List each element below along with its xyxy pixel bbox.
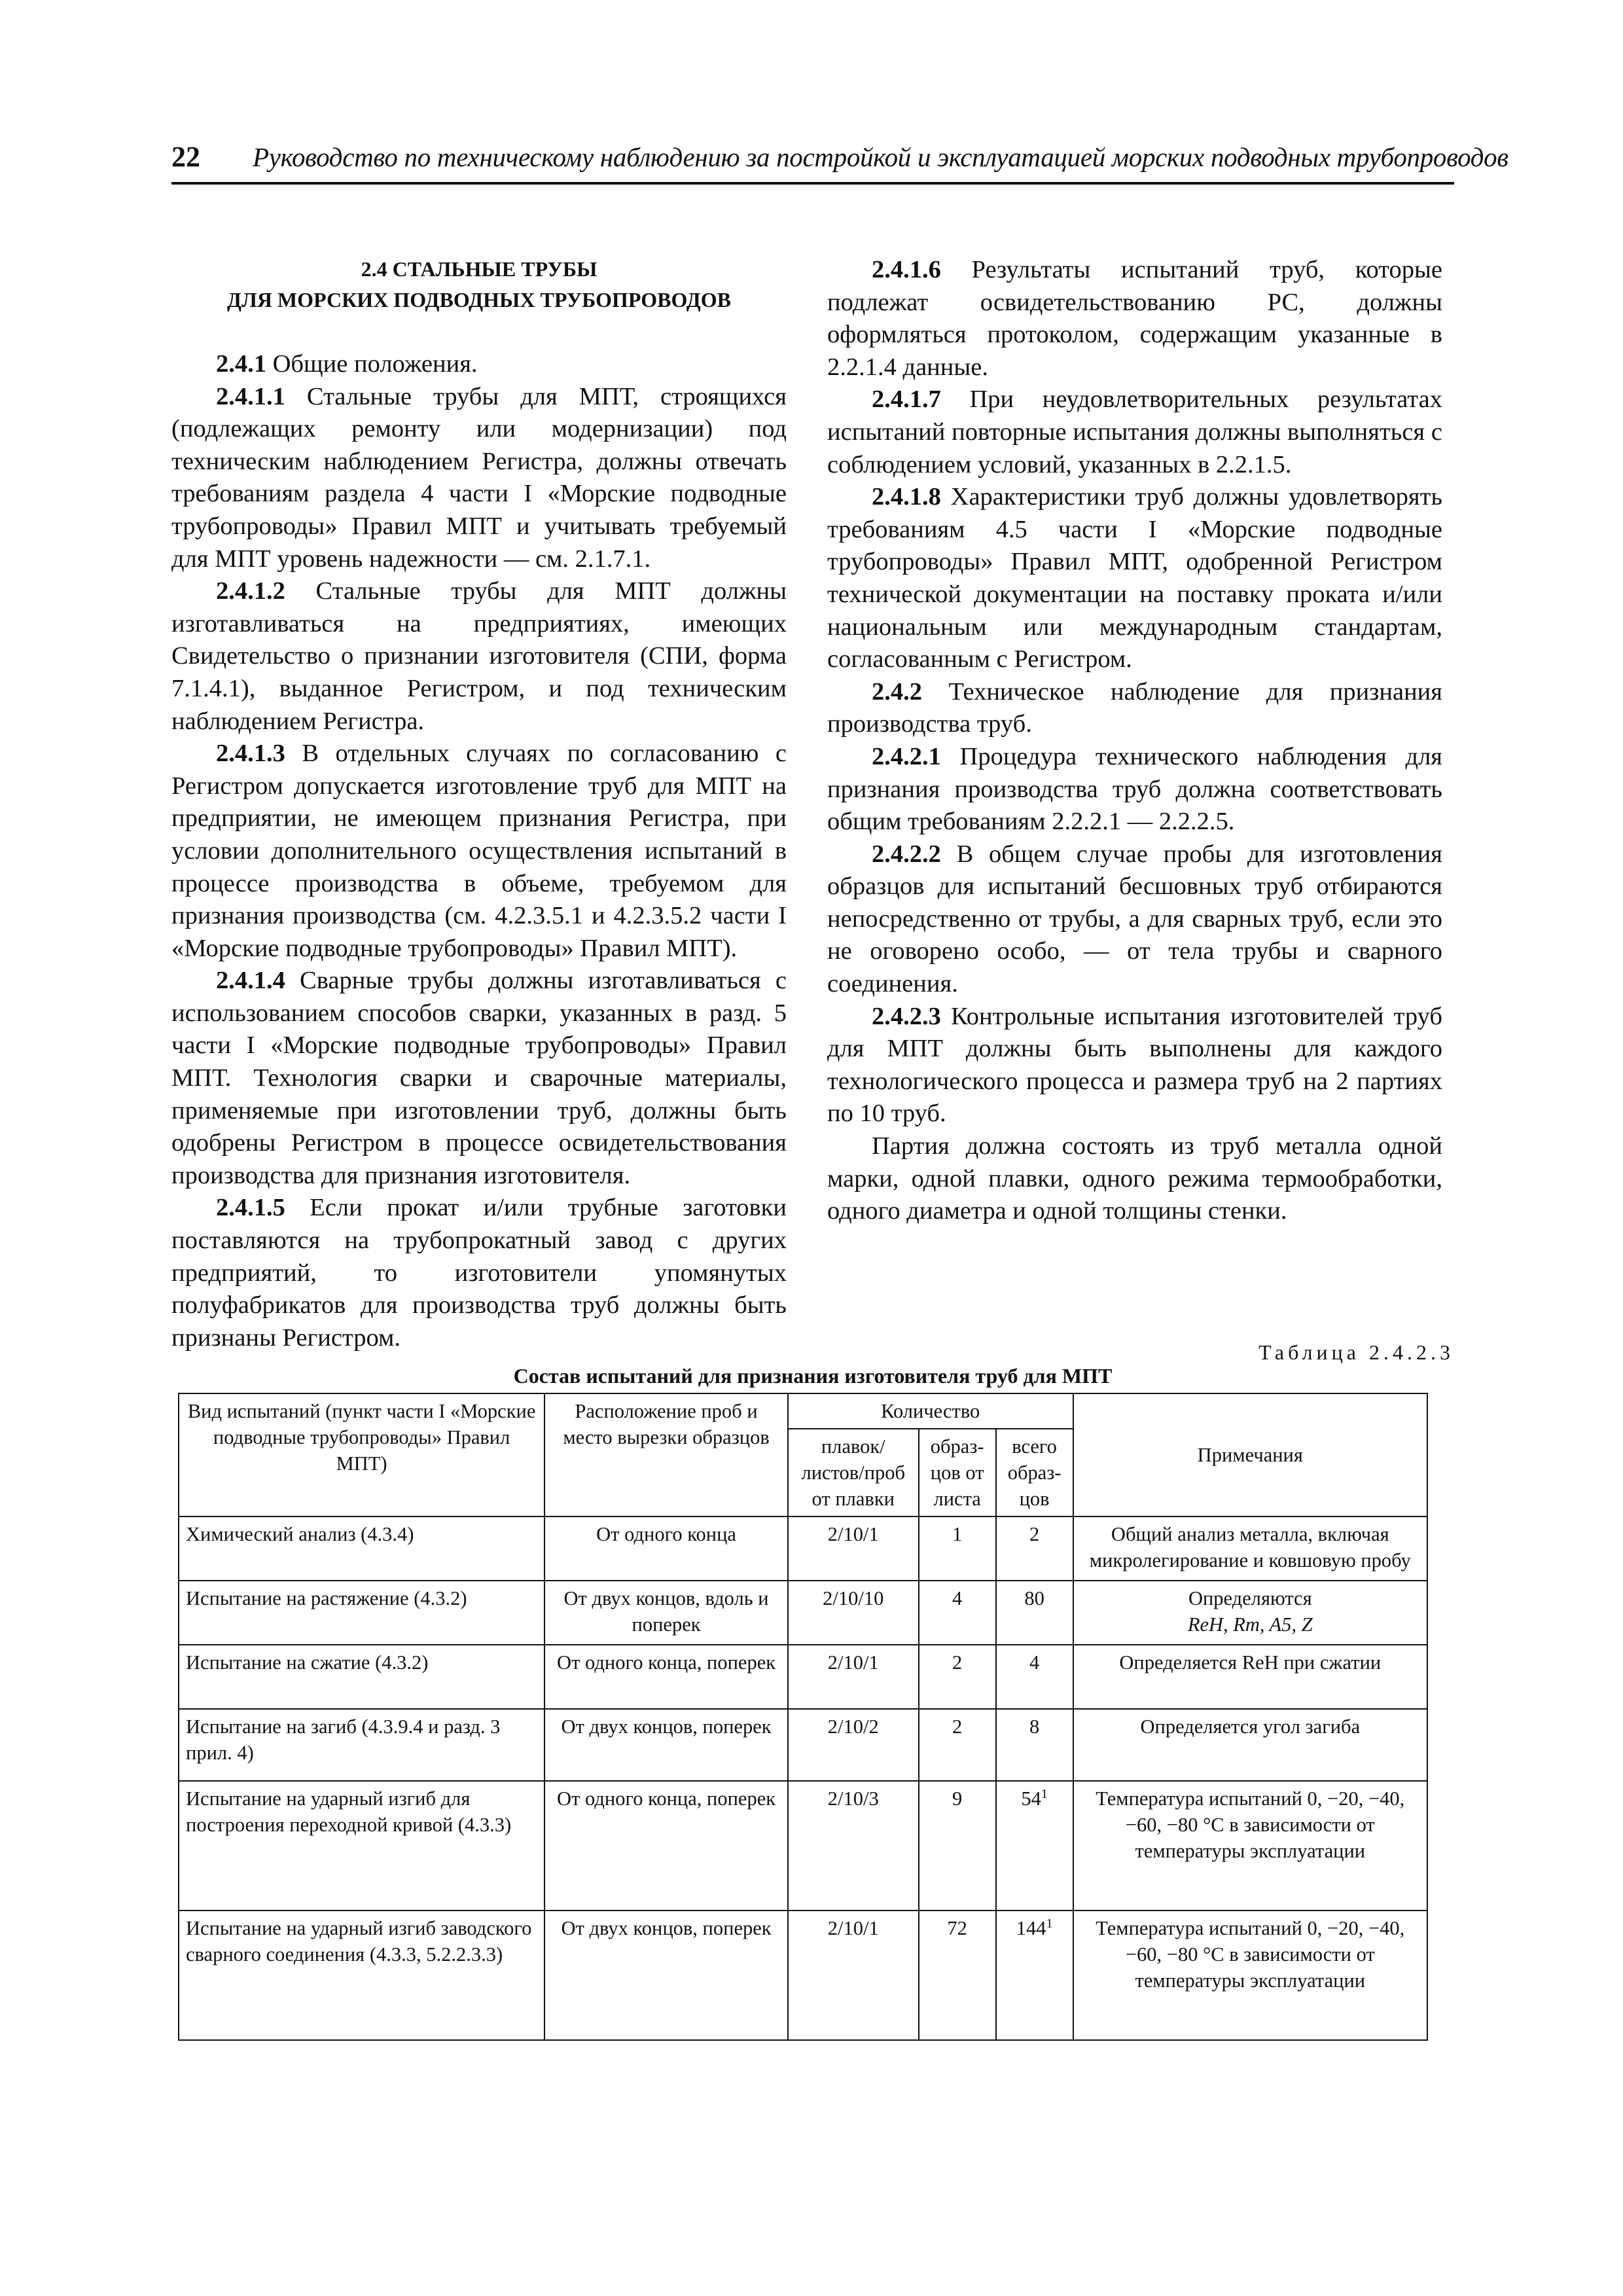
page-number: 22: [171, 141, 200, 173]
cell-samples: 2: [919, 1709, 996, 1781]
cell-heats: 2/10/10: [788, 1581, 919, 1645]
cell-type: Испытание на растяжение (4.3.2): [179, 1581, 544, 1645]
paragraph-2-4-1-6: 2.4.1.6 Результаты испытаний труб, которые подлежат освидетельствованию РС, должны оформляться протоколом, содержащим указанные в 2.2.1.4 данные.: [827, 256, 1442, 381]
table-row: [179, 1781, 1427, 1910]
tests-table: [178, 1393, 1428, 2041]
paragraph-2-4-1-7: 2.4.1.7 При неудовлетворительных результатах испытаний повторные испытания должны выполняться с соблюдением условий, указанных в 2.2.1.5.: [827, 386, 1442, 478]
cell-heats: 2/10/1: [788, 1516, 919, 1581]
header-total: всего образ- цов: [996, 1429, 1073, 1516]
cell-type: Испытание на загиб (4.3.9.4 и разд. 3 прил. 4): [179, 1709, 544, 1781]
paragraph-2-4-2-1: 2.4.2.1 Процедура технического наблюдения для признания производства труб должна соответствовать общим требованиям 2.2.2.1 — 2.2.2.5.: [827, 742, 1442, 836]
table-row: [179, 1910, 1427, 2040]
cell-samples: 9: [919, 1781, 996, 1910]
paragraph-2-4-1-1: 2.4.1.1 Стальные трубы для МПТ, строящихся (подлежащих ремонту или модернизации) под техническим наблюдением Регистра, должны отвечать требованиям раздела 4 части I «Морские подводные трубопроводы» Правил МПТ и учитывать требуемый для МПТ уровень надежности — см. 2.1.7.1.: [171, 382, 787, 573]
cell-heats: 2/10/3: [788, 1781, 919, 1910]
footnote-mark: 1: [1041, 1786, 1048, 1801]
header-samples: образ- цов от листа: [919, 1429, 996, 1516]
cell-total: 80: [996, 1581, 1073, 1645]
cell-notes: Общий анализ металла, включая микролегирование и ковшовую пробу: [1073, 1516, 1427, 1581]
table-row: [179, 1645, 1427, 1709]
cell-total: $54^1$: [996, 1781, 1073, 1910]
table-row: [179, 1581, 1427, 1645]
cell-notes: Определяются ReH, Rm, A5, Z: [1073, 1581, 1427, 1645]
paragraph-2-4-2-2: 2.4.2.2 В общем случае пробы для изготовления образцов для испытаний бесшовных труб отбираются непосредственно от трубы, а для сварных труб, если это не оговорено особо, — от тела трубы и сварного соединения.: [827, 840, 1442, 998]
cell-heats: 2/10/1: [788, 1645, 919, 1709]
left-column: [171, 254, 787, 1354]
cell-notes: Определяется ReH при сжатии: [1073, 1645, 1427, 1709]
table-caption: Таблица 2.4.2.3: [1258, 1340, 1454, 1364]
cell-notes: Определяется угол загиба: [1073, 1709, 1427, 1781]
cell-samples: 1: [919, 1516, 996, 1581]
table-title: Состав испытаний для признания изготовителя труб для МПТ: [513, 1364, 1113, 1388]
header-location: Расположение проб и место вырезки образцов: [544, 1393, 788, 1516]
cell-location: От двух концов, вдоль и поперек: [544, 1581, 788, 1645]
cell-total: $144^1$: [996, 1910, 1073, 2040]
running-title: Руководство по техническому наблюдению за постройкой и эксплуатацией морских подводных трубопроводов: [253, 142, 1508, 172]
paragraph-batch: Партия должна состоять из труб металла одной марки, одной плавки, одного режима термообработки, одного диаметра и одной толщины стенки.: [827, 1132, 1442, 1225]
paragraph-2-4-1-4: 2.4.1.4 Сварные трубы должны изготавливаться с использованием способов сварки, указанных в разд. 5 части I «Морские подводные трубопроводы» Правил МПТ. Технология сварки и сварочные материалы, применяемые при изготовлении труб, должны быть одобрены Регистром в процессе освидетельствования производства для признания изготовителя.: [171, 967, 787, 1189]
cell-location: От одного конца: [544, 1516, 788, 1581]
paragraph-2-4-2-3: 2.4.2.3 Контрольные испытания изготовителей труб для МПТ должны быть выполнены для каждого технологического процесса и размера труб на 2 партиях по 10 труб.: [827, 1002, 1442, 1128]
section-title: 2.4 СТАЛЬНЫЕ ТРУБЫ ДЛЯ МОРСКИХ ПОДВОДНЫХ ТРУБОПРОВОДОВ: [226, 257, 732, 312]
cell-notes: Температура испытаний 0, −20, −40, −60, −80 °С в зависимости от температуры эксплуатации: [1073, 1781, 1427, 1910]
cell-heats: 2/10/1: [788, 1910, 919, 2040]
cell-total: 2: [996, 1516, 1073, 1581]
compression-property: ReH при сжатии: [1241, 1651, 1382, 1674]
cell-samples: 72: [919, 1910, 996, 2040]
paragraph-2-4-1-5: 2.4.1.5 Если прокат и/или трубные заготовки поставляются на трубопрокатный завод с других предприятий, то изготовители упомянутых полуфабрикатов для производства труб должны быть признаны Регистром.: [171, 1194, 787, 1352]
cell-type: Химический анализ (4.3.4): [179, 1516, 544, 1581]
right-column: [827, 254, 1442, 1228]
paragraph-2-4-1-2: 2.4.1.2 Стальные трубы для МПТ должны изготавливаться на предприятиях, имеющих Свидетельство о признании изготовителя (СПИ, форма 7.1.4.1), выданное Регистром, и под техническим наблюдением Регистра.: [171, 577, 787, 735]
paragraph-2-4-1-3: 2.4.1.3 В отдельных случаях по согласованию с Регистром допускается изготовление труб для МПТ на предприятии, не имеющем признания Регистра, при условии дополнительного осуществления испытаний в процессе производства в объеме, требуемом для признания производства (см. 4.2.3.5.1 и 4.2.3.5.2 части I «Морские подводные трубопроводы» Правил МПТ).: [171, 740, 787, 962]
header-quantity: Количество: [788, 1393, 1073, 1429]
tensile-properties: ReH, Rm, A5, Z: [1187, 1613, 1313, 1636]
page-header: [171, 140, 1508, 185]
cell-total: 4: [996, 1645, 1073, 1709]
table-row: [179, 1709, 1427, 1781]
cell-type: Испытание на ударный изгиб для построения переходной кривой (4.3.3): [179, 1781, 544, 1910]
cell-location: От двух концов, поперек: [544, 1709, 788, 1781]
cell-type: Испытание на сжатие (4.3.2): [179, 1645, 544, 1709]
cell-samples: 2: [919, 1645, 996, 1709]
cell-location: От двух концов, поперек: [544, 1910, 788, 2040]
cell-notes: Температура испытаний 0, −20, −40, −60, −80 °С в зависимости от температуры эксплуатации: [1073, 1910, 1427, 2040]
paragraph-2-4-1: 2.4.1 Общие положения.: [216, 350, 478, 378]
header-heats: плавок/ листов/проб от плавки: [788, 1429, 919, 1516]
paragraph-2-4-1-8: 2.4.1.8 Характеристики труб должны удовлетворять требованиям 4.5 части I «Морские подводные трубопроводы» Правил МПТ, одобренной Регистром технической документации на поставку проката и/или национальным или международным стандартам, согласованным с Регистром.: [827, 483, 1442, 673]
cell-location: От одного конца, поперек: [544, 1645, 788, 1709]
footnote-mark: 1: [1046, 1916, 1053, 1931]
cell-location: От одного конца, поперек: [544, 1781, 788, 1910]
table-row: [179, 1516, 1427, 1581]
cell-type: Испытание на ударный изгиб заводского сварного соединения (4.3.3, 5.2.2.3.3): [179, 1910, 544, 2040]
header-test-type: Вид испытаний (пункт части I «Морские подводные трубопроводы» Правил МПТ): [179, 1393, 544, 1516]
header-notes: Примечания: [1073, 1393, 1427, 1516]
cell-heats: 2/10/2: [788, 1709, 919, 1781]
cell-samples: 4: [919, 1581, 996, 1645]
cell-total: 8: [996, 1709, 1073, 1781]
paragraph-2-4-2: 2.4.2 Техническое наблюдение для признания производства труб.: [827, 677, 1442, 738]
